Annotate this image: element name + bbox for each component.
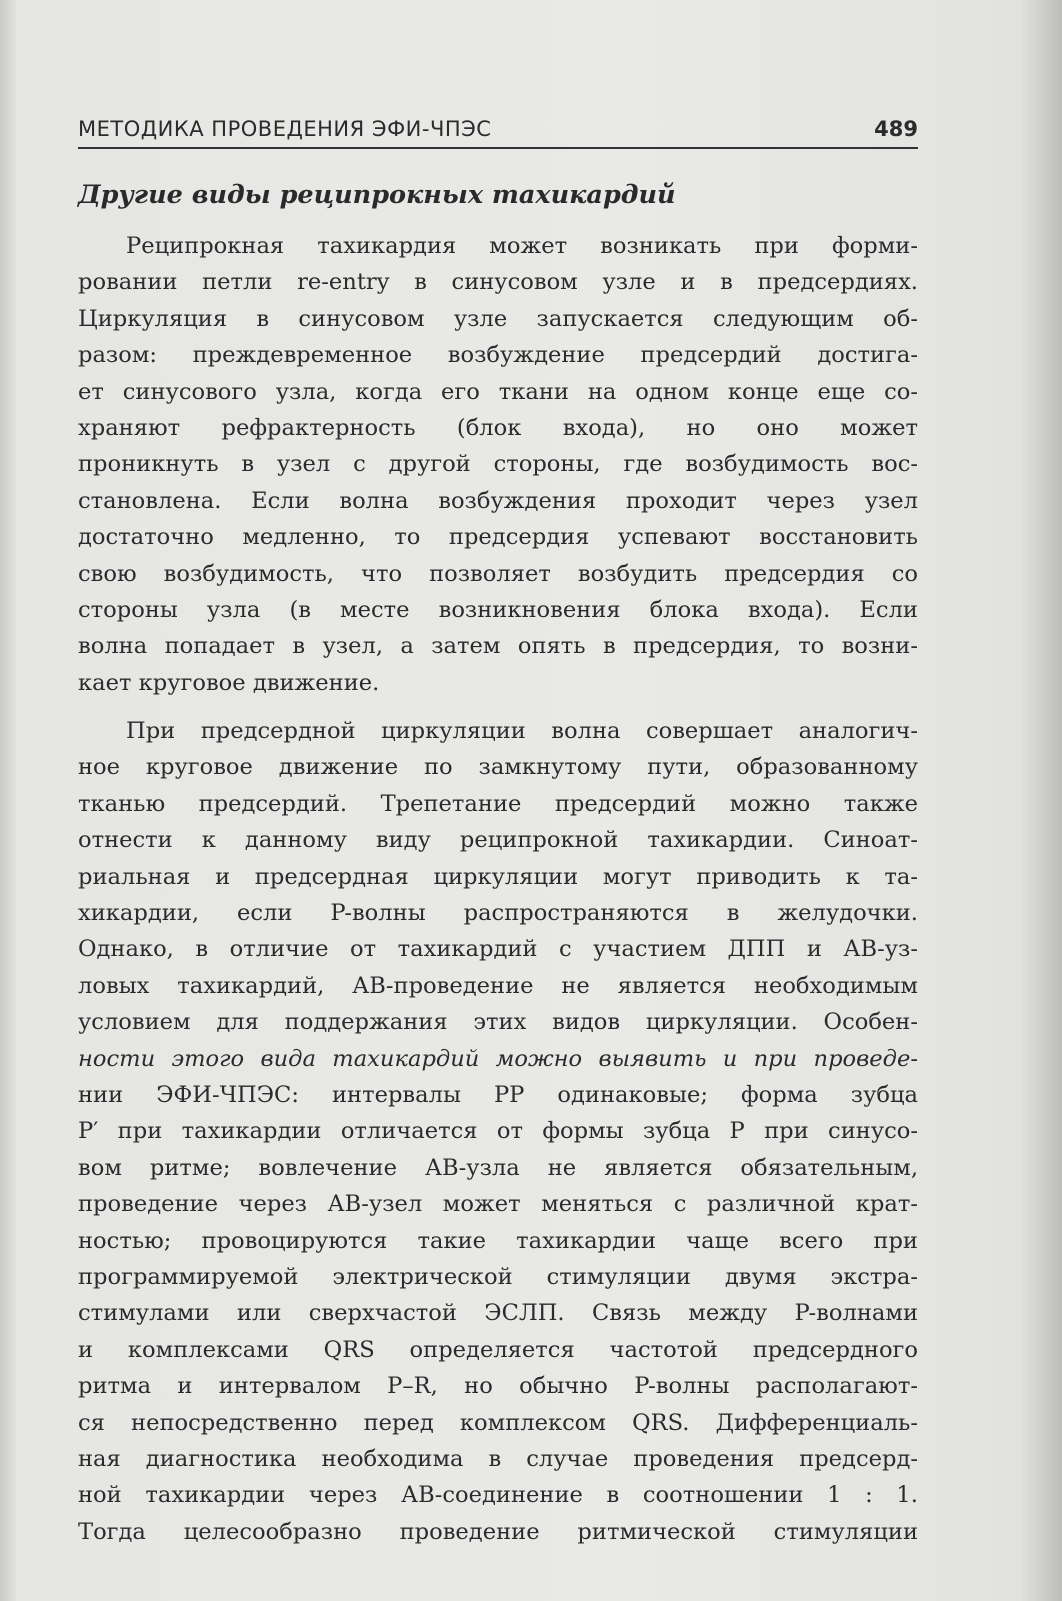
text-line: нии ЭФИ-ЧПЭС: интервалы PP одинаковые; форма зубца bbox=[78, 1081, 918, 1108]
paragraph-1 bbox=[78, 228, 918, 701]
text-line: ное круговое движение по замкнутому пути, образованному bbox=[78, 754, 918, 781]
text-line: P′ при тахикардии отличается от формы зубца P при синусо- bbox=[78, 1118, 918, 1145]
body-text bbox=[78, 228, 918, 1550]
text-line: отнести к данному виду реципрокной тахикардии. Синоат- bbox=[78, 827, 918, 854]
text-line: ностью; провоцируются такие тахикардии чаще всего при bbox=[78, 1227, 918, 1254]
text-line: храняют рефрактерность (блок входа), но оно может bbox=[78, 414, 918, 441]
text-line: становлена. Если волна возбуждения проходит через узел bbox=[78, 487, 918, 514]
text-line: риальная и предсердная циркуляции могут приводить к та- bbox=[78, 863, 918, 890]
section-title: Другие виды реципрокных тахикардий bbox=[78, 180, 676, 210]
text-line: ровании петли re-entry в синусовом узле и в предсердиях. bbox=[78, 269, 918, 296]
text-line: и комплексами QRS определяется частотой предсердного bbox=[78, 1336, 918, 1363]
text-line: разом: преждевременное возбуждение предсердий достига- bbox=[78, 342, 918, 369]
text-line: ет синусового узла, когда его ткани на одном конце еще со- bbox=[78, 378, 918, 405]
page-header bbox=[78, 113, 918, 149]
text-line: проведение через АВ-узел может меняться с различной крат- bbox=[78, 1191, 918, 1218]
text-line: стимулами или сверхчастой ЭСЛП. Связь между P-волнами bbox=[78, 1300, 918, 1327]
text-line: условием для поддержания этих видов циркуляции. Особен- bbox=[78, 1009, 918, 1036]
text-line: При предсердной циркуляции волна совершает аналогич- bbox=[126, 718, 918, 745]
text-line: достаточно медленно, то предсердия успевают восстановить bbox=[78, 524, 918, 551]
text-line: ловых тахикардий, АВ-проведение не является необходимым bbox=[78, 972, 918, 999]
text-line: вом ритме; вовлечение АВ-узла не является обязательным, bbox=[78, 1154, 918, 1181]
page-number: 489 bbox=[874, 117, 918, 141]
text-line: ности этого вида тахикардий можно выявить и при проведе- bbox=[78, 1045, 918, 1072]
paragraph-2 bbox=[78, 713, 918, 1550]
text-line: стороны узла (в месте возникновения блока входа). Если bbox=[78, 596, 918, 623]
paragraph-gap bbox=[78, 701, 918, 713]
text-line: свою возбудимость, что позволяет возбудить предсердия со bbox=[78, 560, 918, 587]
text-line: Тогда целесообразно проведение ритмической стимуляции bbox=[78, 1518, 918, 1545]
text-line: хикардии, если P-волны распространяются в желудочки. bbox=[78, 900, 918, 927]
text-line: кает круговое движение. bbox=[78, 669, 380, 696]
text-line: тканью предсердий. Трепетание предсердий можно также bbox=[78, 790, 918, 817]
text-line: Циркуляция в синусовом узле запускается следующим об- bbox=[78, 305, 918, 332]
text-line: волна попадает в узел, а затем опять в предсердия, то возни- bbox=[78, 633, 918, 660]
text-line: программируемой электрической стимуляции двумя экстра- bbox=[78, 1263, 918, 1290]
text-line: ная диагностика необходима в случае проведения предсерд- bbox=[78, 1445, 918, 1472]
text-line: ся непосредственно перед комплексом QRS. Дифференциаль- bbox=[78, 1409, 918, 1436]
text-line: проникнуть в узел с другой стороны, где возбудимость вос- bbox=[78, 451, 918, 478]
text-line: Реципрокная тахикардия может возникать при форми- bbox=[126, 233, 918, 259]
text-line: ритма и интервалом P–R, но обычно P-волны располагают- bbox=[78, 1373, 918, 1400]
text-line: ной тахикардии через АВ-соединение в соотношении 1 : 1. bbox=[78, 1482, 918, 1509]
running-head: МЕТОДИКА ПРОВЕДЕНИЯ ЭФИ-ЧПЭС bbox=[78, 117, 492, 141]
text-line: Однако, в отличие от тахикардий с участием ДПП и АВ-уз- bbox=[78, 936, 918, 963]
